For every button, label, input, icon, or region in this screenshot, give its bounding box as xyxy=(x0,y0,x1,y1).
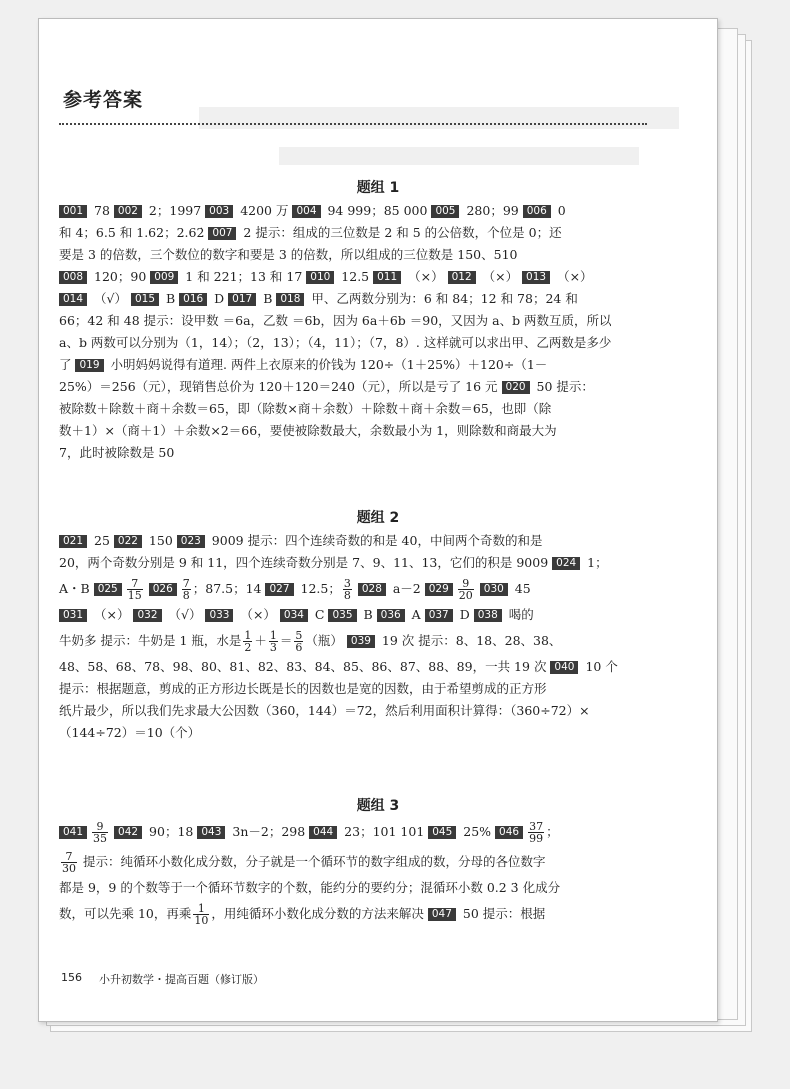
answer-text: （×） xyxy=(90,607,134,622)
question-number-badge: 026 xyxy=(149,583,177,596)
answer-text: 都是 9，9 的个数等于一个循环节数字的个数，能约分的要约分；混循环小数 0.2 3̇ 化成分 xyxy=(59,880,561,895)
fraction xyxy=(528,821,544,844)
fraction-denominator: 2 xyxy=(244,641,252,654)
answer-text: ；87.5；14 xyxy=(192,581,266,596)
fraction-numerator: 1 xyxy=(244,629,252,642)
question-number-badge: 035 xyxy=(328,609,356,622)
question-number-badge: 017 xyxy=(228,293,256,306)
answer-text: 2 提示：组成的三位数是 2 和 5 的公倍数，个位是 0；还 xyxy=(239,225,562,240)
group-1-text xyxy=(59,200,649,464)
question-number-badge: 034 xyxy=(280,609,308,622)
fraction-numerator: 37 xyxy=(529,820,544,833)
answer-text: 94 999；85 000 xyxy=(323,203,432,218)
answer-text: D xyxy=(455,607,474,622)
answer-text: 19 次 提示：8、18、28、38、 xyxy=(377,633,562,648)
question-number-badge: 025 xyxy=(94,583,122,596)
answer-text: 150 xyxy=(144,533,177,548)
answer-text: （√） xyxy=(90,291,131,306)
text-line xyxy=(59,310,649,332)
answer-text: ，用纯循环小数化成分数的方法来解决 xyxy=(211,906,428,921)
question-number-badge: 037 xyxy=(425,609,453,622)
answer-text: a、b 两数可以分别为（1，14）；（2，13）；（4，11）；（7，8）. 这样就可以求出甲、乙两数是多少 xyxy=(59,335,612,350)
fraction-numerator: 1 xyxy=(193,903,209,915)
question-number-badge: 013 xyxy=(522,271,550,284)
question-number-badge: 027 xyxy=(265,583,293,596)
question-number-badge: 010 xyxy=(306,271,334,284)
answer-text: 50 提示： xyxy=(532,379,594,394)
text-line xyxy=(59,574,649,604)
fraction-denominator: 99 xyxy=(529,832,544,845)
answer-text: 9009 提示：四个连续奇数的和是 40，中间两个奇数的和是 xyxy=(207,533,543,548)
question-number-badge: 042 xyxy=(114,826,142,839)
answer-text: 要是 3 的倍数，三个数位的数字和要是 3 的倍数，所以组成的三位数是 150、510 xyxy=(59,247,518,262)
question-number-badge: 020 xyxy=(502,381,530,394)
answer-text: 牛奶多 提示：牛奶是 1 瓶，水是 xyxy=(59,633,242,648)
answer-text: ＋ xyxy=(254,633,267,648)
text-line xyxy=(59,722,649,744)
question-number-badge: 012 xyxy=(448,271,476,284)
text-line xyxy=(59,442,649,464)
question-number-badge: 004 xyxy=(292,205,320,218)
answer-text: ＝ xyxy=(279,633,293,648)
question-number-badge: 016 xyxy=(179,293,207,306)
fraction-denominator: 30 xyxy=(62,862,76,875)
text-line xyxy=(59,376,649,398)
fraction xyxy=(193,903,209,926)
fraction-denominator: 20 xyxy=(458,589,473,602)
question-number-badge: 045 xyxy=(428,826,456,839)
text-line xyxy=(59,678,649,700)
answer-text: 了 xyxy=(59,357,76,372)
text-line xyxy=(59,266,649,288)
bleed-through-band xyxy=(199,107,679,129)
question-number-badge: 018 xyxy=(276,293,304,306)
answer-text: 喝的 xyxy=(504,607,534,622)
answer-text: 4200 万 xyxy=(236,203,293,218)
book-title: 小升初数学・提高百题（修订版） xyxy=(99,973,264,986)
text-line xyxy=(59,626,649,656)
question-number-badge: 028 xyxy=(358,583,386,596)
page-number: 156 xyxy=(61,971,82,984)
answer-text: 甲、乙两数分别为：6 和 84；12 和 78；24 和 xyxy=(307,291,578,306)
answer-text: 1； xyxy=(583,555,608,570)
text-line xyxy=(59,398,649,420)
answer-text: B xyxy=(162,291,180,306)
question-number-badge: 005 xyxy=(431,205,459,218)
fraction xyxy=(243,630,252,653)
question-number-badge: 029 xyxy=(425,583,453,596)
text-line xyxy=(59,332,649,354)
fraction-denominator: 3 xyxy=(269,641,277,654)
question-number-badge: 044 xyxy=(309,826,337,839)
question-number-badge: 007 xyxy=(208,227,236,240)
document-page xyxy=(38,18,718,1022)
answer-text: 小明妈妈说得有道理. 两件上衣原来的价钱为 120÷（1＋25%）＋120÷（1－ xyxy=(106,357,548,372)
answer-text: 280；99 xyxy=(462,203,523,218)
fraction xyxy=(182,578,191,601)
question-number-badge: 001 xyxy=(59,205,87,218)
answer-text: 25%）＝256（元），现销售总价为 120＋120＝240（元），所以是亏了 16 元 xyxy=(59,379,502,394)
answer-text: 23；101 101 xyxy=(340,824,429,839)
question-number-badge: 008 xyxy=(59,271,87,284)
fraction-numerator: 5 xyxy=(295,629,303,642)
fraction-numerator: 9 xyxy=(92,821,108,833)
answer-text: 3n－2；298 xyxy=(228,824,310,839)
answer-text: 120；90 xyxy=(90,269,151,284)
question-number-badge: 011 xyxy=(373,271,401,284)
fraction xyxy=(269,630,278,653)
fraction-numerator: 1 xyxy=(269,629,277,642)
answer-text: 纸片最少，所以我们先求最大公因数（360，144）＝72，然后利用面积计算得：（360÷72）× xyxy=(59,703,590,718)
text-line xyxy=(59,200,649,222)
question-number-badge: 031 xyxy=(59,609,87,622)
question-number-badge: 036 xyxy=(377,609,405,622)
fraction-numerator: 3 xyxy=(343,577,351,590)
answer-text: 12.5； xyxy=(296,581,341,596)
question-number-badge: 041 xyxy=(59,826,87,839)
answer-text: 2；1997 xyxy=(144,203,206,218)
answer-text: 0 xyxy=(553,203,566,218)
group-2-text xyxy=(59,530,649,744)
group-title-3: 题组 3 xyxy=(356,798,400,814)
question-number-badge: 043 xyxy=(197,826,225,839)
answer-text: A・B xyxy=(59,581,94,596)
answer-text: 90；18 xyxy=(145,824,198,839)
answer-text: 48、58、68、78、98、80、81、82、83、84、85、86、87、88、89，一共 19 次 xyxy=(59,659,551,674)
text-line xyxy=(59,530,649,552)
text-line xyxy=(59,604,649,626)
question-number-badge: 019 xyxy=(75,359,103,372)
answer-text: 7，此时被除数是 50 xyxy=(59,445,175,460)
text-line xyxy=(59,420,649,442)
answer-text: B xyxy=(359,607,377,622)
question-number-badge: 009 xyxy=(150,271,178,284)
question-number-badge: 046 xyxy=(495,826,523,839)
fraction xyxy=(294,630,303,653)
fraction-numerator: 7 xyxy=(127,578,143,590)
question-number-badge: 030 xyxy=(480,583,508,596)
answer-text: 和 4；6.5 和 1.62；2.6 xyxy=(59,225,197,240)
text-line xyxy=(59,354,649,376)
answer-text: 10 个 xyxy=(581,659,618,674)
text-line xyxy=(59,656,649,678)
text-line xyxy=(59,222,649,244)
answer-text: 25 xyxy=(90,533,114,548)
question-number-badge: 022 xyxy=(114,535,142,548)
question-number-badge: 015 xyxy=(131,293,159,306)
fraction-denominator: 10 xyxy=(194,914,209,927)
answer-text: （瓶） xyxy=(305,633,347,648)
bleed-through-band xyxy=(279,147,639,165)
text-line xyxy=(59,288,649,310)
answer-text: （×） xyxy=(553,269,593,284)
title-divider xyxy=(59,123,647,125)
answer-text: 数，可以先乘 10，再乘 xyxy=(59,906,192,921)
question-number-badge: 033 xyxy=(205,609,233,622)
group-3-text xyxy=(59,817,649,929)
question-number-badge: 039 xyxy=(347,635,375,648)
fraction xyxy=(92,821,108,844)
answer-text: 25% xyxy=(459,824,496,839)
question-number-badge: 038 xyxy=(474,609,502,622)
fraction xyxy=(127,578,143,601)
answer-text: 20，两个奇数分别是 9 和 11，四个连续奇数分别是 7、9、11、13，它们的积是 9009 xyxy=(59,555,553,570)
answer-text: 2̇ xyxy=(196,225,209,240)
question-number-badge: 023 xyxy=(177,535,205,548)
fraction xyxy=(458,578,474,601)
fraction-denominator: 6 xyxy=(295,641,303,654)
fraction xyxy=(61,851,77,874)
answer-text: （144÷72）＝10（个） xyxy=(59,725,201,740)
answer-text: （×） xyxy=(404,269,448,284)
question-number-badge: 032 xyxy=(133,609,161,622)
text-line xyxy=(59,899,649,929)
answer-text: A xyxy=(407,607,425,622)
question-number-badge: 014 xyxy=(59,293,87,306)
text-line xyxy=(59,817,649,847)
answer-text: 提示：根据题意，剪成的正方形边长既是长的因数也是宽的因数，由于希望剪成的正方形 xyxy=(59,681,547,696)
answer-text: 数＋1）×（商＋1）＋余数×2＝66，要使被除数最大，余数最小为 1，则除数和商最大为 xyxy=(59,423,557,438)
question-number-badge: 024 xyxy=(552,557,580,570)
text-line xyxy=(59,700,649,722)
fraction-numerator: 7 xyxy=(61,851,77,863)
fraction-numerator: 9 xyxy=(458,578,474,590)
text-line xyxy=(59,847,649,877)
question-number-badge: 040 xyxy=(550,661,578,674)
answer-text: 提示：纯循环小数化成分数，分子就是一个循环节的数字组成的数，分母的各位数字 xyxy=(79,854,546,869)
answer-text: C xyxy=(310,607,329,622)
answer-text: （√） xyxy=(164,607,206,622)
answer-text: a－2 xyxy=(388,581,425,596)
page-title: 参考答案 xyxy=(63,89,144,111)
question-number-badge: 047 xyxy=(428,908,456,921)
question-number-badge: 003 xyxy=(205,205,233,218)
answer-text: 66；42 和 48 提示：设甲数 ＝6a，乙数 ＝6b，因为 6a＋6b ＝90，又因为 a、b 两数互质，所以 xyxy=(59,313,612,328)
fraction-denominator: 15 xyxy=(127,589,142,602)
answer-text: （×） xyxy=(236,607,280,622)
answer-text: 50 提示：根据 xyxy=(458,906,546,921)
question-number-badge: 002 xyxy=(114,205,142,218)
fraction-denominator: 35 xyxy=(93,832,108,845)
group-title-2: 题组 2 xyxy=(356,510,400,526)
answer-text: B xyxy=(259,291,277,306)
fraction-denominator: 8 xyxy=(182,589,190,602)
fraction-numerator: 7 xyxy=(182,577,190,590)
answer-text: 12.5 xyxy=(337,269,374,284)
answer-text: 1 和 221；13 和 17 xyxy=(181,269,307,284)
answer-text: ； xyxy=(546,824,559,839)
answer-text: 78 xyxy=(90,203,114,218)
answer-text: （×） xyxy=(478,269,523,284)
question-number-badge: 006 xyxy=(523,205,551,218)
fraction xyxy=(343,578,352,601)
text-line xyxy=(59,877,649,899)
answer-text: 45 xyxy=(510,581,531,596)
question-number-badge: 021 xyxy=(59,535,87,548)
group-title-1: 题组 1 xyxy=(356,180,400,196)
text-line xyxy=(59,244,649,266)
text-line xyxy=(59,552,649,574)
fraction-denominator: 8 xyxy=(343,589,351,602)
answer-text: D xyxy=(210,291,229,306)
answer-text: 被除数＋除数＋商＋余数＝65，即（除数×商＋余数）＋除数＋商＋余数＝65，也即（除 xyxy=(59,401,552,416)
